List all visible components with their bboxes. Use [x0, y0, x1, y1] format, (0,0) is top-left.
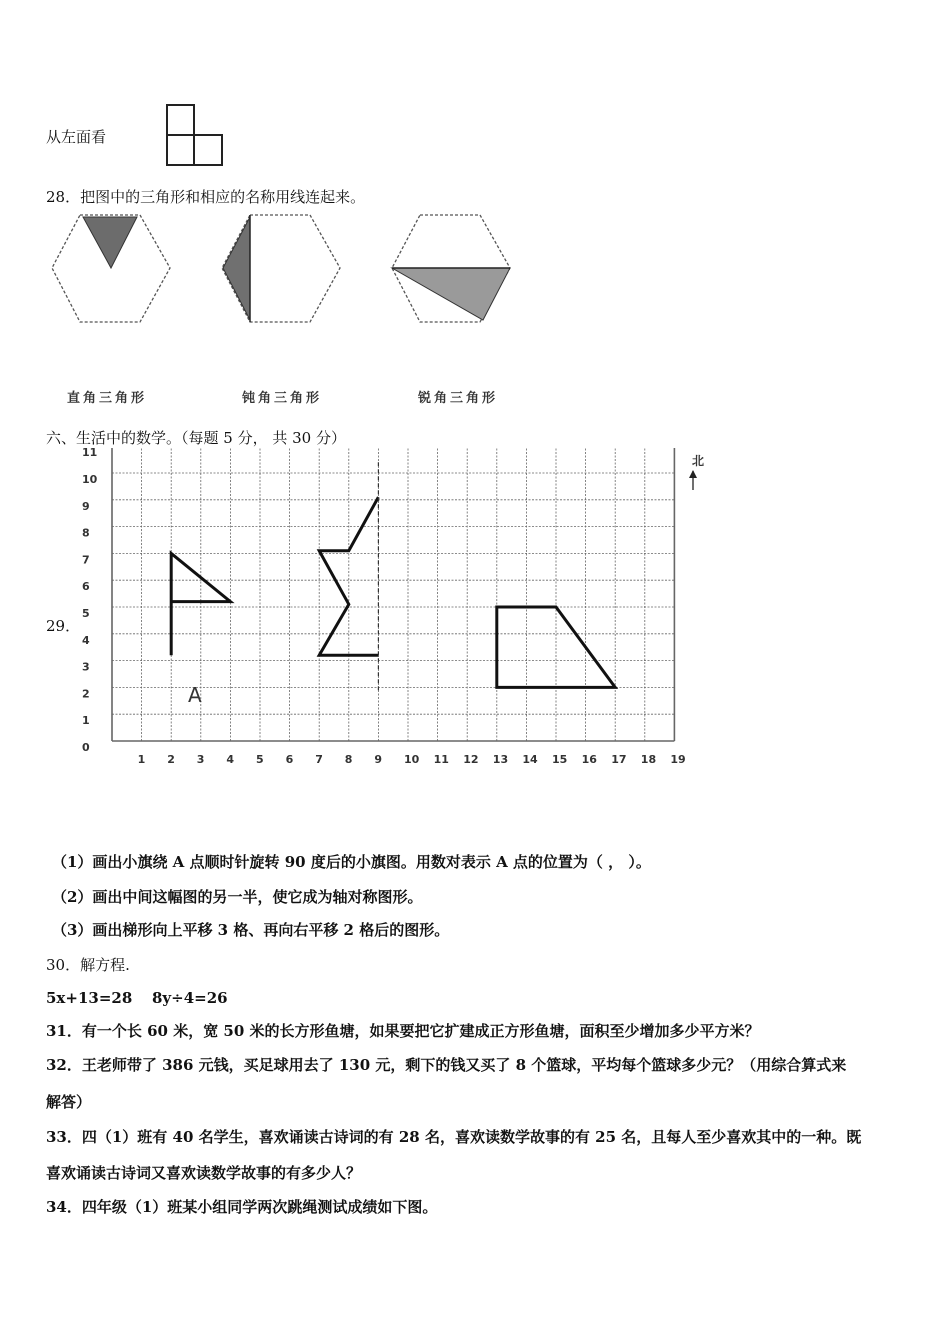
x-tick-label: 11 — [433, 753, 449, 766]
q32-line1: 32．王老师带了 386 元钱，买足球用去了 130 元，剩下的钱又买了 8 个篮球，平均每个篮球多少元？（用综合算式来 — [46, 1056, 847, 1074]
y-tick-label: 3 — [82, 660, 90, 674]
y-tick-label: 6 — [82, 580, 90, 594]
y-tick-label: 0 — [82, 741, 90, 754]
q28-hexagons — [50, 210, 530, 330]
y-axis-ticks — [82, 448, 98, 754]
left-view-figure — [160, 100, 230, 170]
q33-line1: 33．四（1）班有 40 名学生，喜欢诵读古诗词的有 28 名，喜欢读数学故事的有 25 名，且每人至少喜欢其中的一种。既 — [46, 1128, 862, 1146]
point-a-label: A — [188, 683, 202, 707]
q34-text: 34．四年级（1）班某小组同学两次跳绳测试成绩如下图。 — [46, 1198, 438, 1216]
y-tick-label: 11 — [82, 448, 98, 460]
hexagon-2 — [222, 215, 340, 322]
x-axis-ticks — [138, 753, 686, 766]
q32-line2: 解答） — [46, 1093, 92, 1111]
q31-text: 31．有一个长 60 米，宽 50 米的长方形鱼塘，如果要把它扩建成正方形鱼塘，面积至少增加多少平方米？ — [46, 1022, 760, 1040]
x-tick-label: 10 — [404, 753, 420, 766]
north-label: 北 — [692, 454, 705, 468]
q33-line2: 喜欢诵读古诗词又喜欢读数学故事的有多少人？ — [46, 1164, 362, 1182]
section6-title: 六、生活中的数学。（每题 5 分， 共 30 分） — [46, 429, 346, 447]
x-tick-label: 9 — [374, 753, 383, 766]
q29-number: 29． — [46, 617, 81, 635]
x-tick-label: 19 — [670, 753, 686, 766]
x-tick-label: 17 — [611, 753, 627, 766]
trapezoid-figure — [497, 607, 615, 687]
y-tick-label: 5 — [82, 607, 90, 620]
y-tick-label: 1 — [82, 714, 90, 728]
x-tick-label: 4 — [226, 753, 235, 766]
hexagon-1 — [52, 215, 170, 322]
x-tick-label: 18 — [640, 753, 657, 766]
x-tick-label: 14 — [522, 753, 538, 766]
q30-text: 30．解方程. — [46, 956, 130, 974]
y-tick-label: 4 — [82, 633, 90, 647]
x-tick-label: 2 — [167, 753, 175, 766]
y-tick-label: 2 — [82, 687, 90, 701]
x-tick-label: 3 — [196, 753, 205, 766]
label-right-triangle: 直角三角形 — [67, 391, 148, 406]
q30-eq2: 8y÷4=26 — [152, 989, 228, 1007]
x-tick-label: 6 — [285, 753, 294, 766]
x-tick-label: 13 — [492, 753, 509, 766]
y-tick-label: 10 — [82, 473, 98, 486]
x-tick-label: 5 — [256, 753, 264, 766]
x-tick-label: 12 — [463, 753, 479, 766]
hexagon-3 — [392, 215, 510, 322]
q30-eq1: 5x+13=28 — [46, 989, 133, 1007]
x-tick-label: 16 — [581, 753, 597, 766]
x-tick-label: 7 — [315, 753, 323, 766]
x-tick-label: 8 — [344, 753, 353, 766]
q28-text: 28．把图中的三角形和相应的名称用线连起来。 — [46, 188, 366, 206]
label-obtuse-triangle: 钝角三角形 — [242, 391, 323, 406]
x-tick-label: 15 — [552, 753, 568, 766]
label-acute-triangle: 锐角三角形 — [418, 391, 499, 406]
q29-sub1: （1）画出小旗绕 A 点顺时针旋转 90 度后的小旗图。用数对表示 A 点的位置为（ ， ）。 — [52, 853, 651, 871]
q29-grid — [70, 448, 710, 798]
y-tick-label: 9 — [82, 499, 90, 513]
q29-sub2: （2）画出中间这幅图的另一半，使它成为轴对称图形。 — [52, 888, 423, 906]
left-view-label: 从左面看 — [46, 128, 107, 146]
north-arrow-head — [689, 470, 697, 478]
y-tick-label: 7 — [82, 553, 90, 567]
x-tick-label: 1 — [137, 753, 146, 766]
y-tick-label: 8 — [82, 526, 90, 540]
q29-sub3: （3）画出梯形向上平移 3 格、再向右平移 2 格后的图形。 — [52, 921, 450, 939]
figures — [171, 462, 615, 692]
